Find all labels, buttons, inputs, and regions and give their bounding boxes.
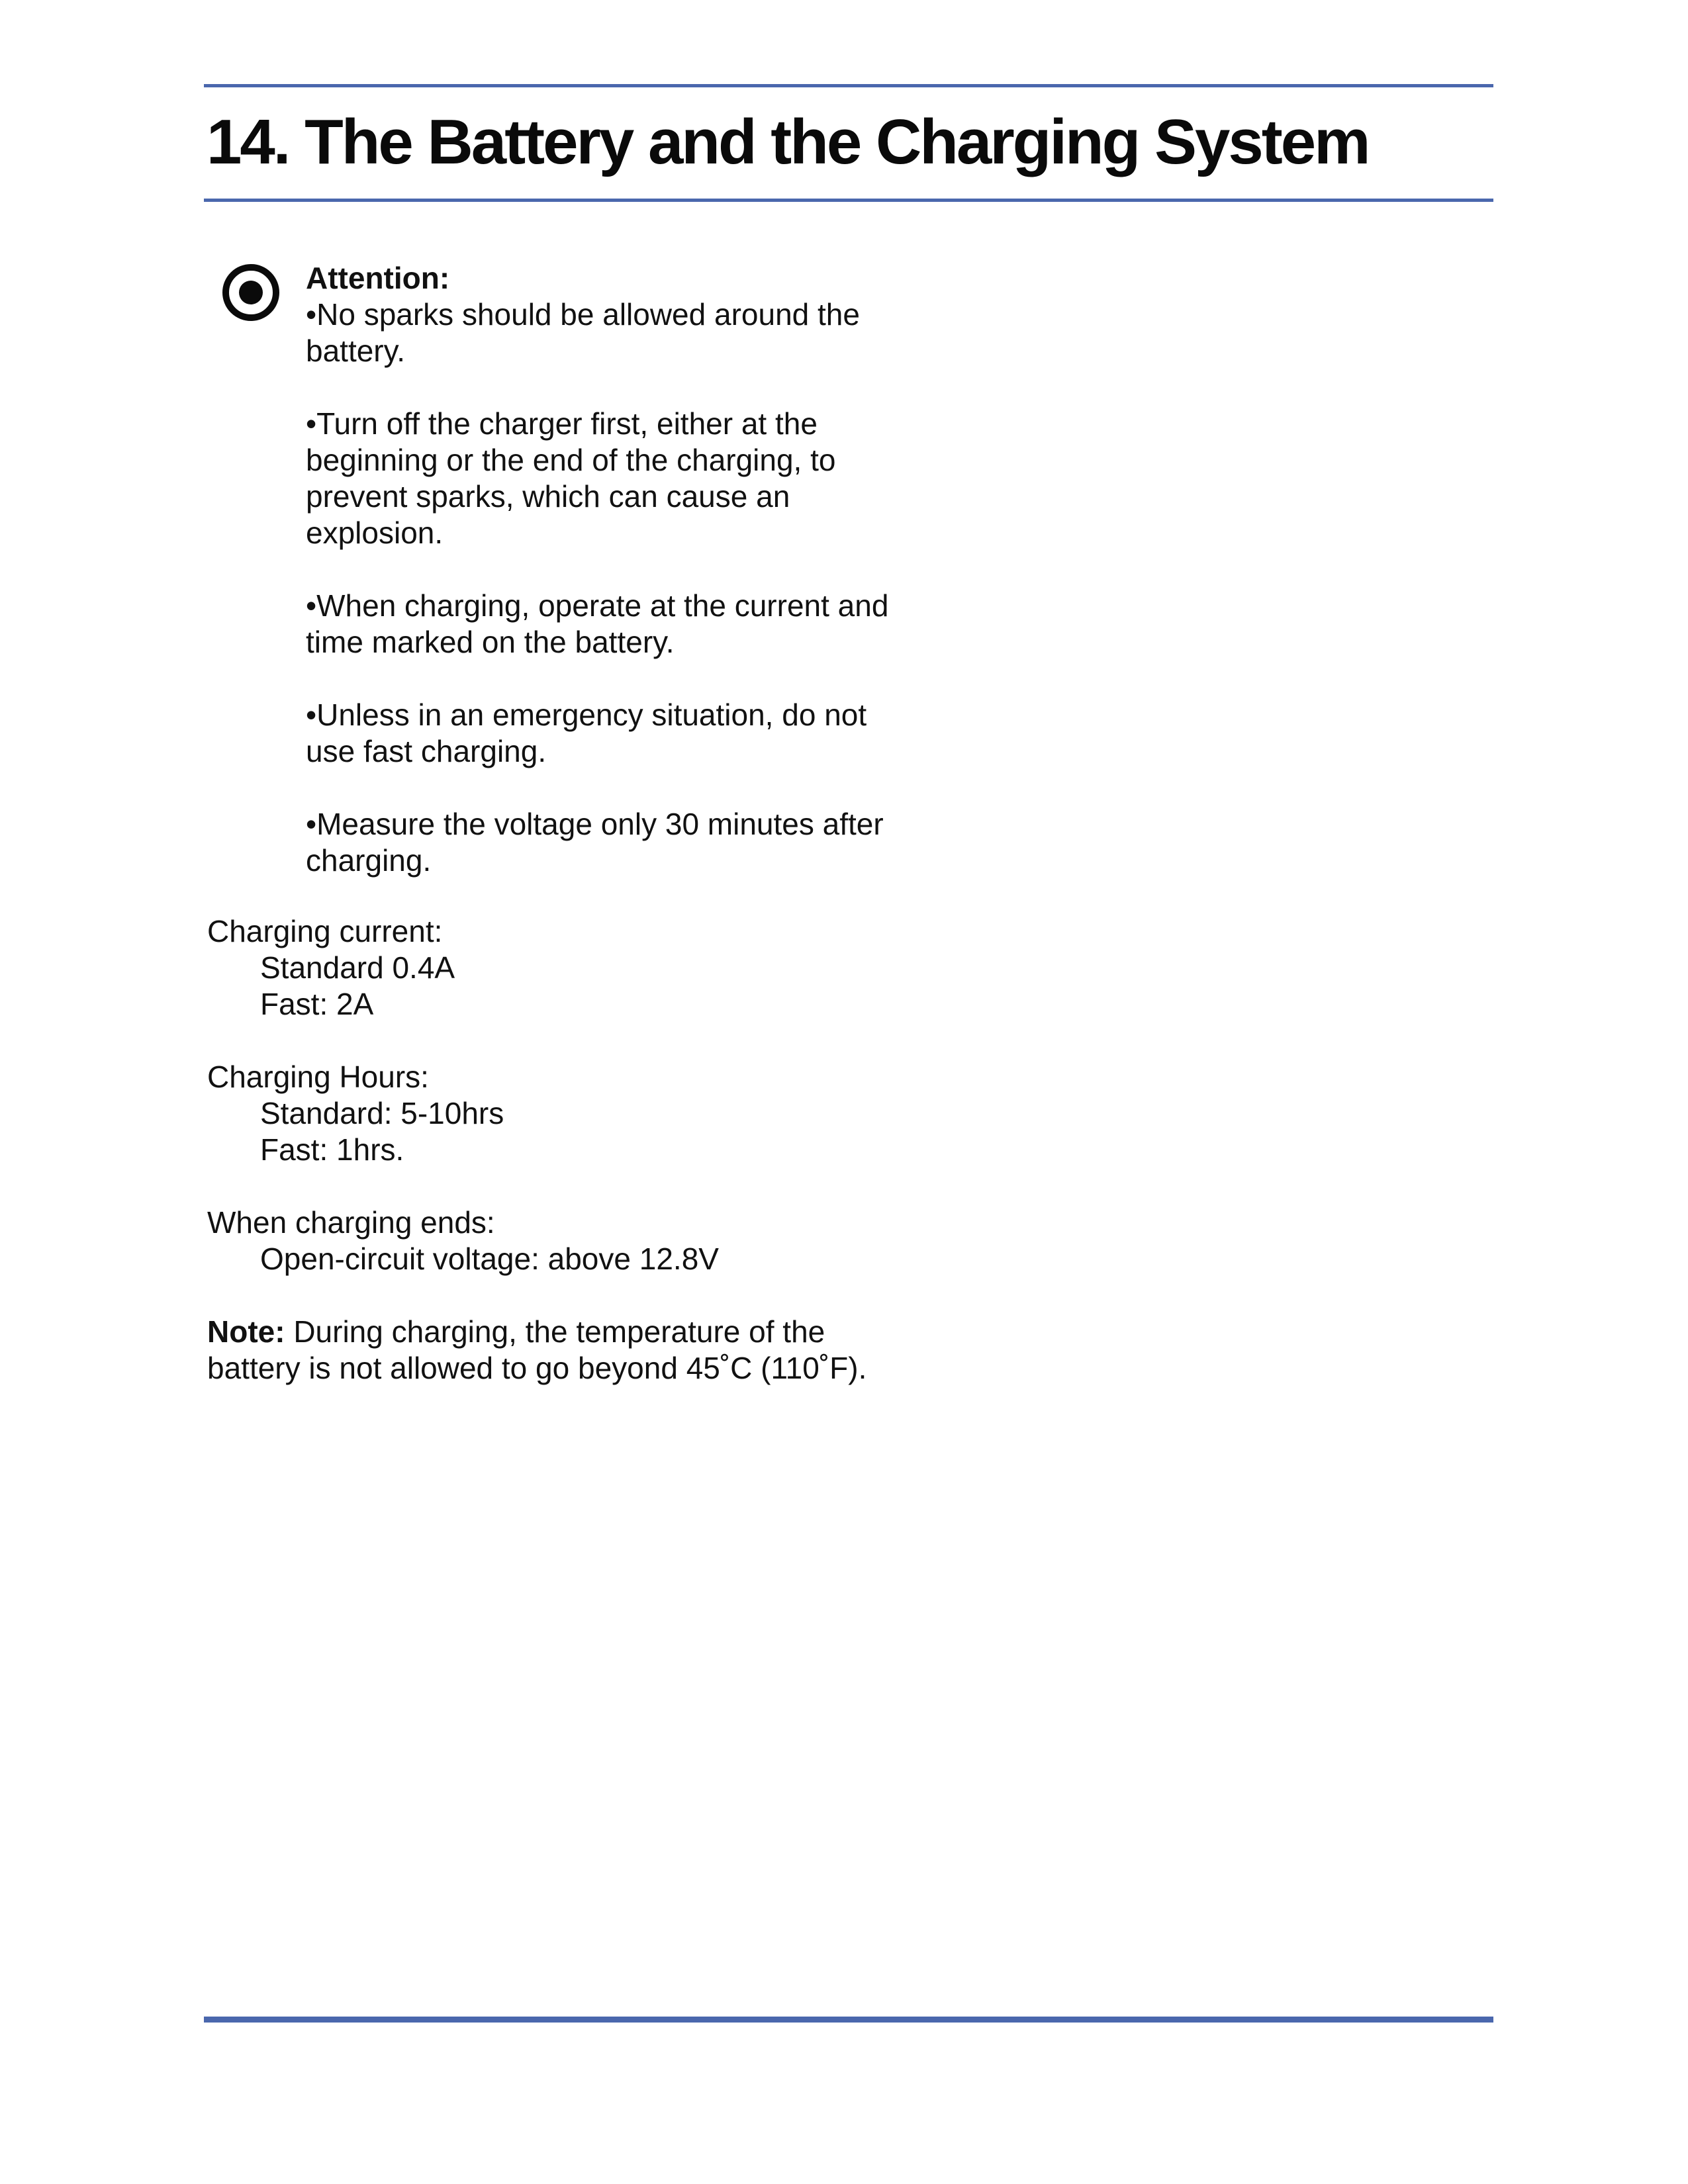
charging-ends-spec <box>207 1205 1002 1277</box>
attention-title: Attention: <box>306 261 450 295</box>
charging-current-spec <box>207 913 1002 1023</box>
charging-current-fast: Fast: 2A <box>260 987 374 1021</box>
attention-target-icon <box>221 263 281 322</box>
charging-ends-label: When charging ends: <box>207 1205 495 1240</box>
charging-hours-label: Charging Hours: <box>207 1060 429 1094</box>
attention-bullet-no-fast-charging: •Unless in an emergency situation, do not use fast charging. <box>306 698 867 768</box>
attention-bullet-no-sparks: •No sparks should be allowed around the battery. <box>306 297 860 368</box>
note-label: Note: <box>207 1314 285 1349</box>
note-paragraph <box>207 1314 869 1387</box>
charging-hours-spec <box>207 1059 1002 1168</box>
attention-bullet-current-and-time: •When charging, operate at the current and time marked on the battery. <box>306 588 889 659</box>
charging-hours-fast: Fast: 1hrs. <box>260 1132 404 1167</box>
attention-bullet-measure-voltage: •Measure the voltage only 30 minutes after charging. <box>306 807 884 878</box>
page-title: 14. The Battery and the Charging System <box>207 107 1369 177</box>
attention-block <box>306 260 902 915</box>
attention-bullet-turn-off-charger: •Turn off the charger first, either at the beginning or the end of the charging, to prevent sparks, which can cause an explosion. <box>306 406 836 550</box>
charging-hours-standard: Standard: 5-10hrs <box>260 1096 504 1130</box>
note-text: During charging, the temperature of the battery is not allowed to go beyond 45˚C (110˚F). <box>207 1314 867 1385</box>
open-circuit-voltage: Open-circuit voltage: above 12.8V <box>260 1242 719 1276</box>
charging-current-standard: Standard 0.4A <box>260 950 455 985</box>
charging-current-label: Charging current: <box>207 914 443 948</box>
footer-rule <box>204 2017 1493 2023</box>
header-bottom-rule <box>204 199 1493 202</box>
header-top-rule <box>204 84 1493 87</box>
